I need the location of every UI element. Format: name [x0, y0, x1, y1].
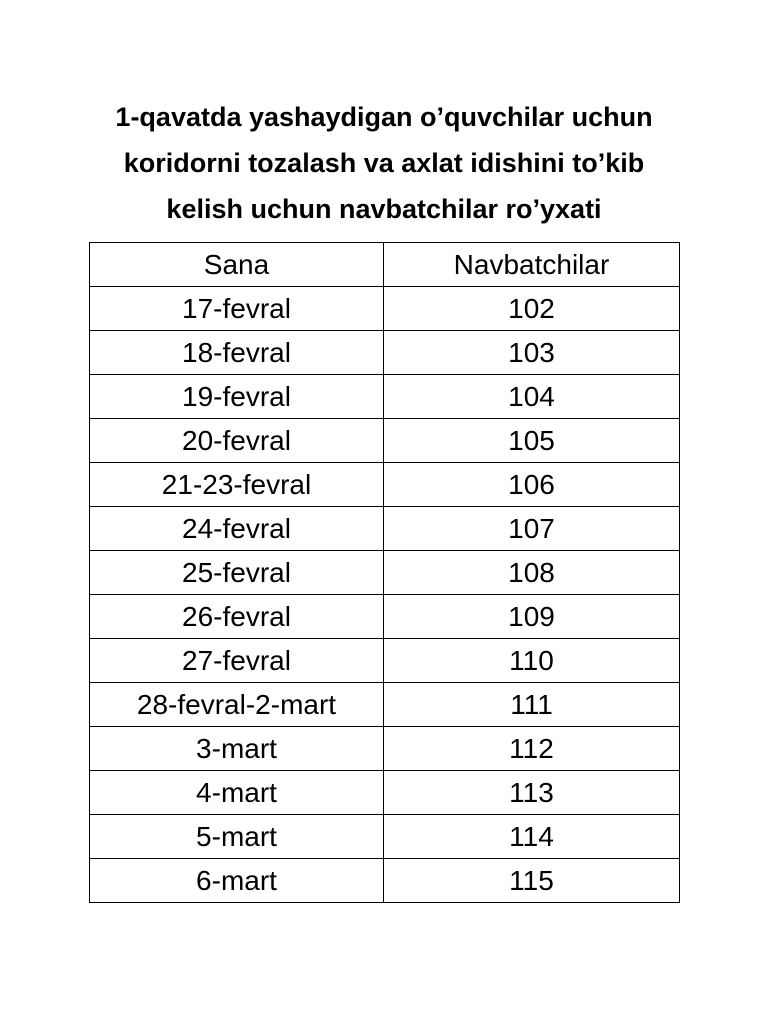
document-title	[60, 94, 708, 232]
room-cell: 108	[384, 551, 680, 595]
room-cell: 107	[384, 507, 680, 551]
table-row	[90, 771, 680, 815]
room-cell: 106	[384, 463, 680, 507]
date-cell: 4-mart	[90, 771, 384, 815]
date-cell: 6-mart	[90, 859, 384, 903]
table-row	[90, 463, 680, 507]
table-row	[90, 419, 680, 463]
table-row	[90, 287, 680, 331]
room-cell: 115	[384, 859, 680, 903]
date-cell: 24-fevral	[90, 507, 384, 551]
table-row	[90, 507, 680, 551]
room-cell: 112	[384, 727, 680, 771]
table-row	[90, 331, 680, 375]
room-cell: 104	[384, 375, 680, 419]
room-cell: 103	[384, 331, 680, 375]
title-line: kelish uchun navbatchilar ro’yxati	[166, 194, 602, 224]
date-cell: 21-23-fevral	[90, 463, 384, 507]
room-cell: 113	[384, 771, 680, 815]
room-cell: 102	[384, 287, 680, 331]
room-cell: 111	[384, 683, 680, 727]
room-cell: 109	[384, 595, 680, 639]
table-row	[90, 683, 680, 727]
table-row	[90, 727, 680, 771]
table-row	[90, 859, 680, 903]
room-cell: 110	[384, 639, 680, 683]
title-line: koridorni tozalash va axlat idishini to’kib	[123, 148, 645, 178]
date-cell: 28-fevral-2-mart	[90, 683, 384, 727]
header-duty: Navbatchilar	[384, 243, 680, 287]
date-cell: 3-mart	[90, 727, 384, 771]
table-header-row	[90, 243, 680, 287]
date-cell: 19-fevral	[90, 375, 384, 419]
table-row	[90, 639, 680, 683]
header-date: Sana	[90, 243, 384, 287]
table-row	[90, 375, 680, 419]
title-line: 1-qavatda yashaydigan o’quvchilar uchun	[115, 102, 653, 132]
date-cell: 17-fevral	[90, 287, 384, 331]
table-row	[90, 815, 680, 859]
table-row	[90, 551, 680, 595]
date-cell: 18-fevral	[90, 331, 384, 375]
table-row	[90, 595, 680, 639]
date-cell: 26-fevral	[90, 595, 384, 639]
room-cell: 114	[384, 815, 680, 859]
date-cell: 20-fevral	[90, 419, 384, 463]
date-cell: 25-fevral	[90, 551, 384, 595]
room-cell: 105	[384, 419, 680, 463]
date-cell: 27-fevral	[90, 639, 384, 683]
date-cell: 5-mart	[90, 815, 384, 859]
duty-roster-table	[89, 242, 680, 903]
